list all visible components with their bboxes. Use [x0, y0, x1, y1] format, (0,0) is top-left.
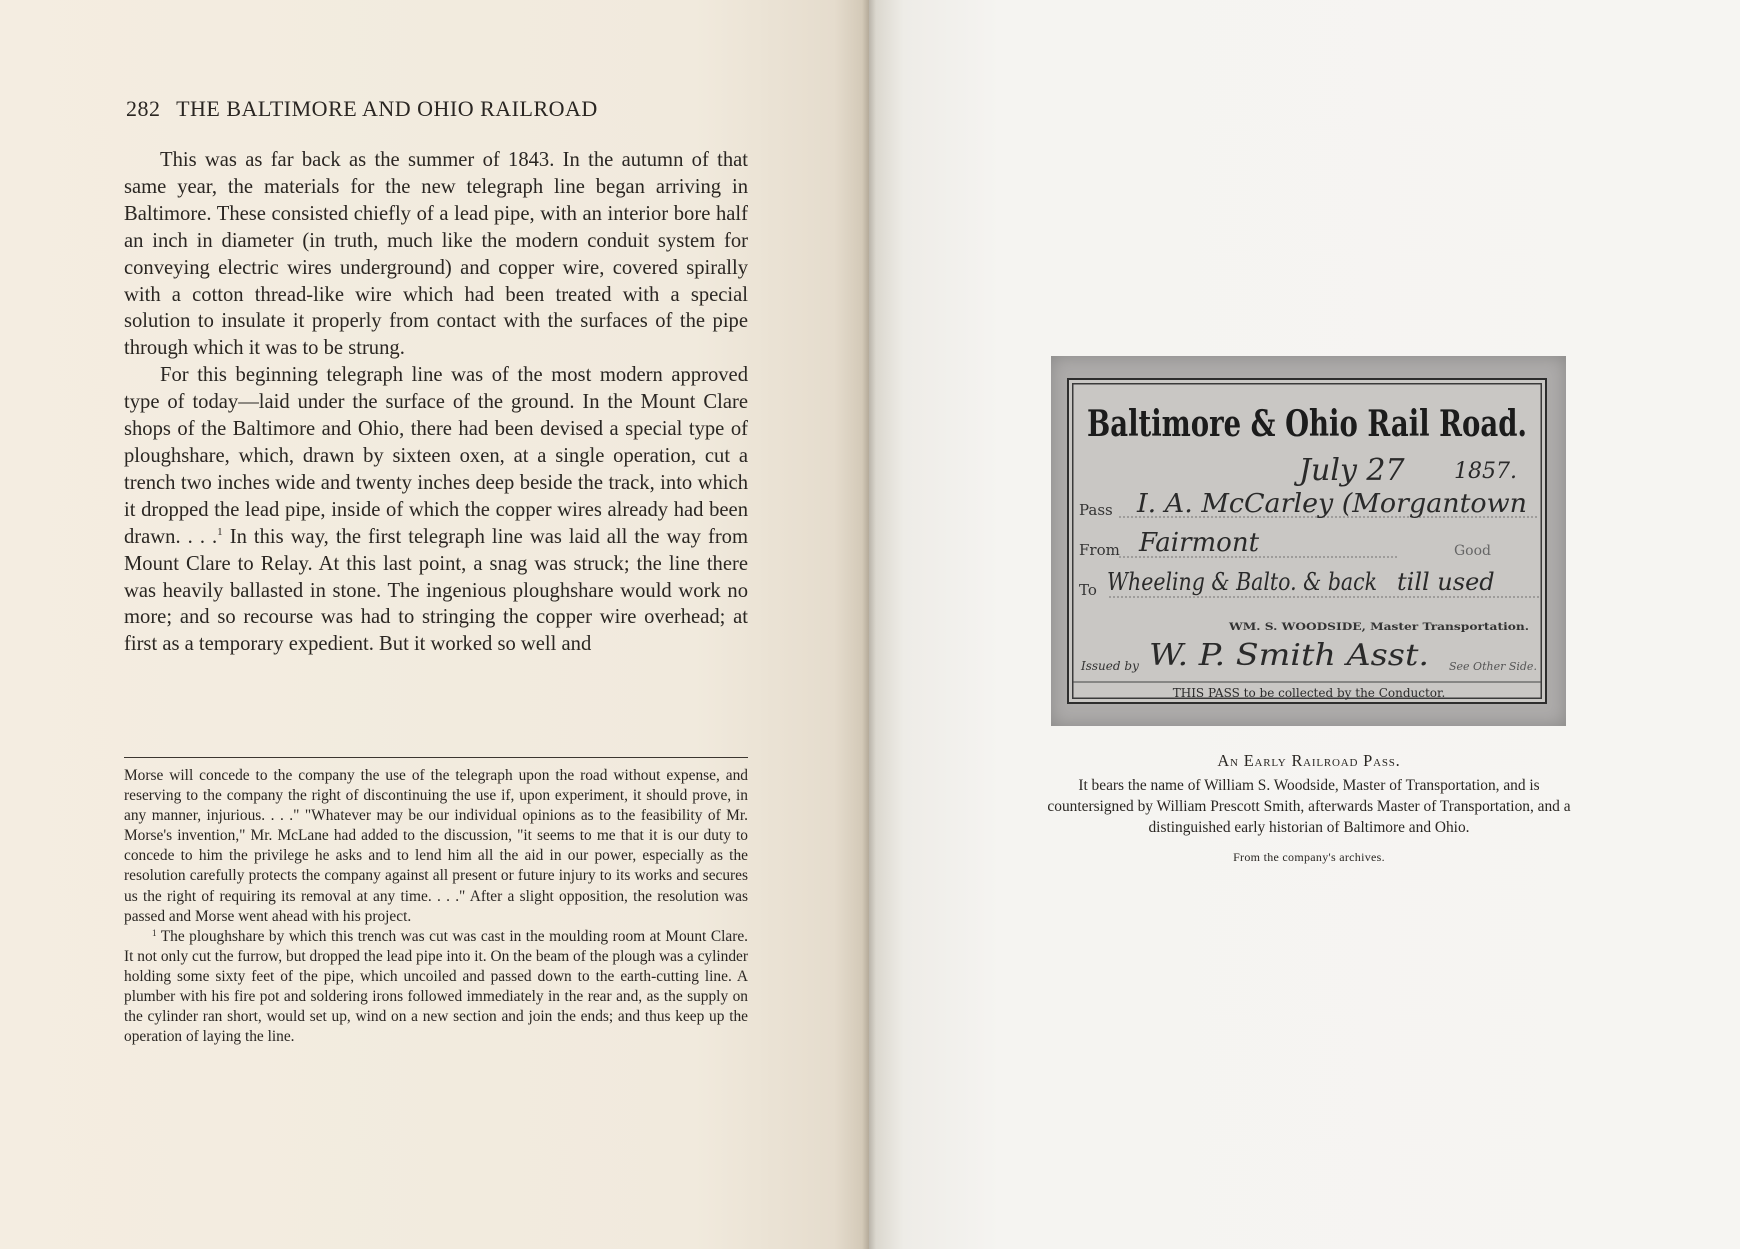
pass-label: Pass	[1079, 501, 1113, 519]
from-script: Fairmont	[1139, 528, 1260, 558]
issued-by-script: W. P. Smith Asst.	[1149, 638, 1429, 673]
from-label: From	[1079, 541, 1120, 559]
footnote-reference[interactable]: 1	[217, 525, 223, 538]
until-script: till used	[1397, 568, 1495, 596]
railroad-pass-card	[1067, 378, 1547, 704]
paragraph-2-text-a: For this beginning telegraph line was of the most modern approved type of today—laid under the surface of the ground. In the Mount Clare shops of the Baltimore and Ohio, there had been devised a special type of ploughshare, which, drawn by sixteen oxen, at a single operation, cut a trench two inches wide and twenty inches deep beside the track, into which it dropped the lead pipe, inside of which the copper wires already had been drawn. . . .	[124, 364, 748, 548]
paragraph-2	[124, 362, 748, 658]
footnotes	[124, 766, 748, 1047]
body-text	[124, 147, 748, 658]
to-label: To	[1079, 581, 1097, 599]
footnote-1-marker: 1	[152, 927, 157, 938]
caption-title: An Early Railroad Pass.	[1217, 751, 1401, 770]
pass-name-script: I. A. McCarley (Morgantown	[1135, 489, 1527, 519]
footnote-1	[124, 927, 748, 1048]
footnote-divider	[124, 757, 748, 758]
caption-source: From the company's archives.	[1233, 850, 1385, 864]
to-script: Wheeling & Balto. & back	[1107, 568, 1377, 596]
pass-footer: THIS PASS to be collected by the Conductor.	[1172, 686, 1446, 700]
caption-body: It bears the name of William S. Woodside, Master of Transportation, and is countersigned by William Prescott Smith, afterwards Master of Transportation, and a distinguished early historian of Baltimore and Ohio.	[1047, 777, 1571, 836]
see-other-side: See Other Side.	[1449, 660, 1537, 673]
paragraph-1: This was as far back as the summer of 1843. In the autumn of that same year, the materials for the new telegraph line began arriving in Baltimore. These consisted chiefly of a lead pipe, with an interior bore half an inch in diameter (in truth, much like the modern conduit system for conveying electric wires underground) and copper wire, covered spirally with a cotton thread-like wire which had been treated with a special solution to insulate it properly from contact with the surfaces of the pipe through which it was to be strung.	[124, 149, 748, 360]
railroad-pass-photo	[1051, 356, 1566, 726]
pass-signatory: WM. S. WOODSIDE, Master Transportation.	[1227, 621, 1529, 633]
pass-heading: Baltimore & Ohio Rail Road.	[1087, 403, 1527, 445]
paragraph-2-text-b: In this way, the first telegraph line was laid all the way from Mount Clare to Relay. At this last point, a snag was struck; the line there was heavily ballasted in stone. The ingenious ploughshare would work no more; and so recourse was had to stringing the copper wire overhead; at first as a temporary expedient. But it worked so well and	[124, 525, 748, 656]
footnote-1-text: The ploughshare by which this trench was cut was cast in the moulding room at Mount Clare. It not only cut the furrow, but dropped the lead pipe into it. On the beam of the plough was a cylinder holding some sixty feet of the pipe, which uncoiled and passed down to the earth-cutting line. A plumber with his fire pot and soldering irons followed immediately in the rear and, as the supply on the cylinder ran short, would set up, wind on a new section and join the ends; and thus keep up the operation of laying the line.	[124, 927, 748, 1046]
page-number: 282	[126, 96, 161, 121]
footnote-continued: Morse will concede to the company the use of the telegraph upon the road without expense, and reserving to the company the right of discontinuing the use if, upon experiment, it should prove, in any manner, injurious. . . ." "Whatever may be our individual opinions as to the feasibility of Mr. Morse's invention," Mr. McLane had added to the discussion, "it seems to me that it is our duty to concede to him the privilege he asks and to lend him all the aid in our power, especially as the resolution carefully protects the company against all present or future injury to its works and secures us the right of requiring its removal at any time. . . ." After a slight opposition, the resolution was passed and Morse went ahead with his project.	[124, 767, 748, 925]
good-label: Good	[1454, 543, 1492, 559]
pass-year-script: 1857.	[1454, 459, 1517, 484]
running-head	[126, 96, 746, 122]
figure-caption	[1036, 750, 1582, 868]
issued-by-label: Issued by	[1081, 659, 1139, 673]
book-gutter	[862, 0, 876, 1249]
pass-date-script: July 27	[1299, 453, 1405, 488]
railroad-pass-illustration	[1069, 380, 1549, 706]
running-head-title: THE BALTIMORE AND OHIO RAILROAD	[176, 96, 598, 121]
